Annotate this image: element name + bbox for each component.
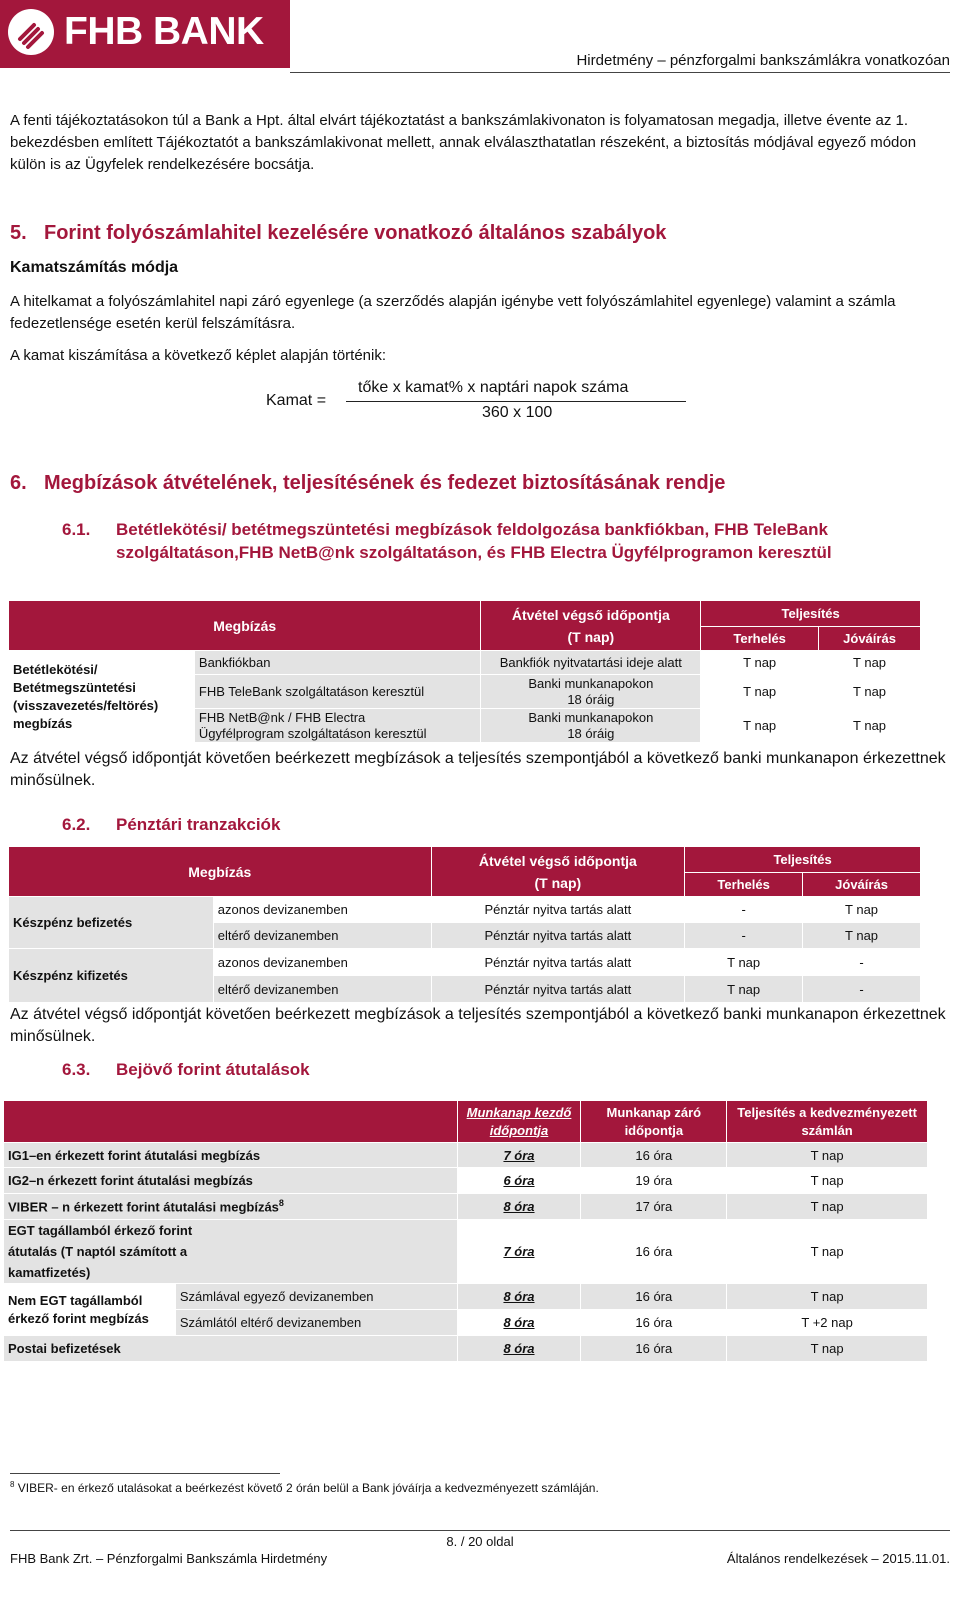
incoming-transfers-table xyxy=(3,1100,928,1362)
header-deadline-label: Átvétel végső időpontja xyxy=(511,606,670,623)
table-cell: azonos devizanemben xyxy=(213,897,431,923)
footnote-ref: 8 xyxy=(278,1198,284,1209)
header-debit: Terhelés xyxy=(701,627,819,651)
table-cell: T nap xyxy=(819,709,921,743)
table-cell: T nap xyxy=(701,709,819,743)
table-cell: Banki munkanapokon 18 óráig xyxy=(481,675,701,709)
table-cell: - xyxy=(803,976,921,1003)
footer-left: FHB Bank Zrt. – Pénzforgalmi Bankszámla Hirdetmény xyxy=(10,1551,328,1566)
table-cell: Számlától eltérő devizanemben xyxy=(175,1310,457,1336)
table-cell: 16 óra xyxy=(581,1143,727,1168)
footnote-mark: 8 xyxy=(10,1480,15,1489)
table-cell: 19 óra xyxy=(581,1168,727,1194)
table-cell: 6 óra xyxy=(457,1168,581,1194)
section-6-2-note: Az átvétel végső időpontját követően beérkezett megbízások a teljesítés szempontjából a következő banki munkanapon érkezettnek minősülnek. xyxy=(10,1006,946,1045)
header-order: Megbízás xyxy=(9,847,432,897)
header-credit: Jóváírás xyxy=(819,627,921,651)
table-cell: T nap xyxy=(685,949,803,976)
section-title: Megbízások átvételének, teljesítésének és fedezet biztosításának rendje xyxy=(44,472,726,494)
row-group-label: Betétlekötési/ Betétmegszüntetési (visszavezetés/feltörés) megbízás xyxy=(9,651,195,743)
table-cell: T nap xyxy=(701,651,819,675)
table-cell: Pénztár nyitva tartás alatt xyxy=(431,976,685,1003)
row-group-label: Készpénz kifizetés xyxy=(9,949,214,1003)
section-number: 6.2. xyxy=(62,815,91,834)
table-cell: Pénztár nyitva tartás alatt xyxy=(431,897,685,923)
table-cell: Pénztár nyitva tartás alatt xyxy=(431,923,685,949)
bank-logo xyxy=(0,0,290,68)
row-label xyxy=(4,1194,458,1220)
table-cell: T nap xyxy=(727,1194,928,1220)
row-label: IG2–n érkezett forint átutalási megbízás xyxy=(4,1168,458,1194)
table-cell: T nap xyxy=(819,675,921,709)
table-cell: 8 óra xyxy=(457,1336,581,1362)
section-5-formula-intro: A kamat kiszámítása a következő képlet alapján történik: xyxy=(10,347,387,364)
footnote xyxy=(10,1480,599,1495)
section-title: Pénztári tranzakciók xyxy=(116,815,281,834)
table-cell: T nap xyxy=(685,976,803,1003)
header-order: Megbízás xyxy=(9,601,481,651)
row-label: EGT tagállamból érkező forint átutalás (T naptól számított a kamatfizetés) xyxy=(4,1220,458,1284)
row-label-text: VIBER – n érkezett forint átutalási megbízás xyxy=(8,1199,279,1215)
table-cell: T nap xyxy=(819,651,921,675)
table-cell: T nap xyxy=(803,923,921,949)
section-6-heading xyxy=(10,472,725,495)
header-deadline-label: Átvétel végső időpontja xyxy=(478,852,637,869)
row-group-label: Készpénz befizetés xyxy=(9,897,214,949)
formula-numerator: tőke x kamat% x naptári napok száma xyxy=(358,379,629,396)
header-deadline xyxy=(431,847,685,897)
formula-label: Kamat = xyxy=(266,392,327,409)
section-6-1-heading xyxy=(62,518,922,564)
table-cell: 8 óra xyxy=(457,1284,581,1310)
header-end: Munkanap záró időpontja xyxy=(581,1101,727,1143)
table-cell: 16 óra xyxy=(581,1310,727,1336)
table-cell: Pénztár nyitva tartás alatt xyxy=(431,949,685,976)
table-cell: T nap xyxy=(727,1220,928,1284)
section-number: 6.1. xyxy=(62,520,91,539)
formula-line xyxy=(346,401,686,402)
subheading-interest: Kamatszámítás módja xyxy=(10,259,179,276)
table-cell: T nap xyxy=(727,1143,928,1168)
table-cell: T nap xyxy=(701,675,819,709)
document-title: Hirdetmény – pénzforgalmi bankszámlákra vonatkozóan xyxy=(576,52,950,69)
table-cell: T +2 nap xyxy=(727,1310,928,1336)
page-number: 8. / 20 oldal xyxy=(446,1534,514,1549)
deposit-orders-table xyxy=(8,600,921,743)
cash-transactions-table xyxy=(8,846,921,1003)
table-cell: - xyxy=(803,949,921,976)
section-number: 6. xyxy=(10,472,27,494)
header-deadline-sub: (T nap) xyxy=(534,874,582,891)
table-cell: Számlával egyező devizanemben xyxy=(175,1284,457,1310)
section-number: 5. xyxy=(10,222,27,244)
table-cell: azonos devizanemben xyxy=(213,949,431,976)
table-cell: T nap xyxy=(803,897,921,923)
footer-right: Általános rendelkezések – 2015.11.01. xyxy=(726,1551,950,1566)
footer-divider xyxy=(10,1530,950,1531)
header-blank xyxy=(4,1101,458,1143)
table-cell: 16 óra xyxy=(581,1336,727,1362)
section-5-paragraph: A hitelkamat a folyószámlahitel napi záró egyenlege (a szerződés alapján igénybe vett folyószámlahitel egyenlege) valamint a számla fedezetlensége esetén kerül felszámításra. xyxy=(10,293,896,332)
table-cell: - xyxy=(685,897,803,923)
header-start: Munkanap kezdő időpontja xyxy=(457,1101,581,1143)
section-title: Bejövő forint átutalások xyxy=(116,1060,310,1079)
header-divider xyxy=(290,72,950,73)
intro-paragraph: A fenti tájékoztatásokon túl a Bank a Hpt. által elvárt tájékoztatást a bankszámlakivonaton is folyamatosan megadja, illetve évente az 1. bekezdésben említett Tájékoztatót a bankszámlakivonat mellett, annak elválaszthatatlan részeként, a biztosítás módjával egyező módon külön is az Ügyfelek rendelkezésére bocsátja. xyxy=(10,112,917,173)
header-fulfil: Teljesítés a kedvezményezett számlán xyxy=(727,1101,928,1143)
table-cell: Banki munkanapokon 18 óráig xyxy=(481,709,701,743)
header-credit: Jóváírás xyxy=(803,873,921,897)
header-debit: Terhelés xyxy=(685,873,803,897)
section-6-3-heading xyxy=(62,1058,310,1081)
section-title: Betétlekötési/ betétmegszüntetési megbízások feldolgozása bankfiókban, FHB TeleBank szolgáltatáson,FHB NetB@nk szolgáltatáson, és FHB Electra Ügyfélprogramon keresztül xyxy=(116,520,832,562)
table-cell: FHB TeleBank szolgáltatáson keresztül xyxy=(194,675,481,709)
table-cell: 8 óra xyxy=(457,1310,581,1336)
table-cell: 16 óra xyxy=(581,1284,727,1310)
formula-denominator: 360 x 100 xyxy=(482,404,553,421)
footnote-divider xyxy=(10,1473,280,1474)
row-label: Postai befizetések xyxy=(4,1336,458,1362)
table-cell: 8 óra xyxy=(457,1194,581,1220)
table-cell: 16 óra xyxy=(581,1220,727,1284)
table-cell: 17 óra xyxy=(581,1194,727,1220)
section-6-1-note: Az átvétel végső időpontját követően beérkezett megbízások a teljesítés szempontjából a következő banki munkanapon érkezettnek minősülnek. xyxy=(10,750,946,789)
header-deadline xyxy=(481,601,701,651)
section-title: Forint folyószámlahitel kezelésére vonatkozó általános szabályok xyxy=(44,222,667,244)
table-cell: 7 óra xyxy=(457,1220,581,1284)
table-cell: - xyxy=(685,923,803,949)
section-5-heading xyxy=(10,222,666,245)
header-fulfil: Teljesítés xyxy=(685,847,921,873)
header-fulfil: Teljesítés xyxy=(701,601,921,627)
header-deadline-sub: (T nap) xyxy=(567,628,615,645)
table-cell: T nap xyxy=(727,1168,928,1194)
table-cell: Bankfiók nyitvatartási ideje alatt xyxy=(481,651,701,675)
logo-text: FHB BANK xyxy=(64,10,264,53)
table-cell: eltérő devizanemben xyxy=(213,923,431,949)
table-cell: eltérő devizanemben xyxy=(213,976,431,1003)
table-cell: T nap xyxy=(727,1336,928,1362)
table-cell: Bankfiókban xyxy=(194,651,481,675)
table-cell: T nap xyxy=(727,1284,928,1310)
footnote-text: VIBER- en érkező utalásokat a beérkezést követő 2 órán belül a Bank jóváírja a kedvezményezett számláján. xyxy=(17,1481,599,1495)
section-6-2-heading xyxy=(62,813,280,836)
table-cell: FHB NetB@nk / FHB Electra Ügyfélprogram szolgáltatáson keresztül xyxy=(194,709,481,743)
logo-mark-icon xyxy=(8,9,54,55)
table-cell: 7 óra xyxy=(457,1143,581,1168)
section-number: 6.3. xyxy=(62,1060,91,1079)
row-group-label: Nem EGT tagállamból érkező forint megbízás xyxy=(4,1284,176,1336)
row-label: IG1–en érkezett forint átutalási megbízás xyxy=(4,1143,458,1168)
